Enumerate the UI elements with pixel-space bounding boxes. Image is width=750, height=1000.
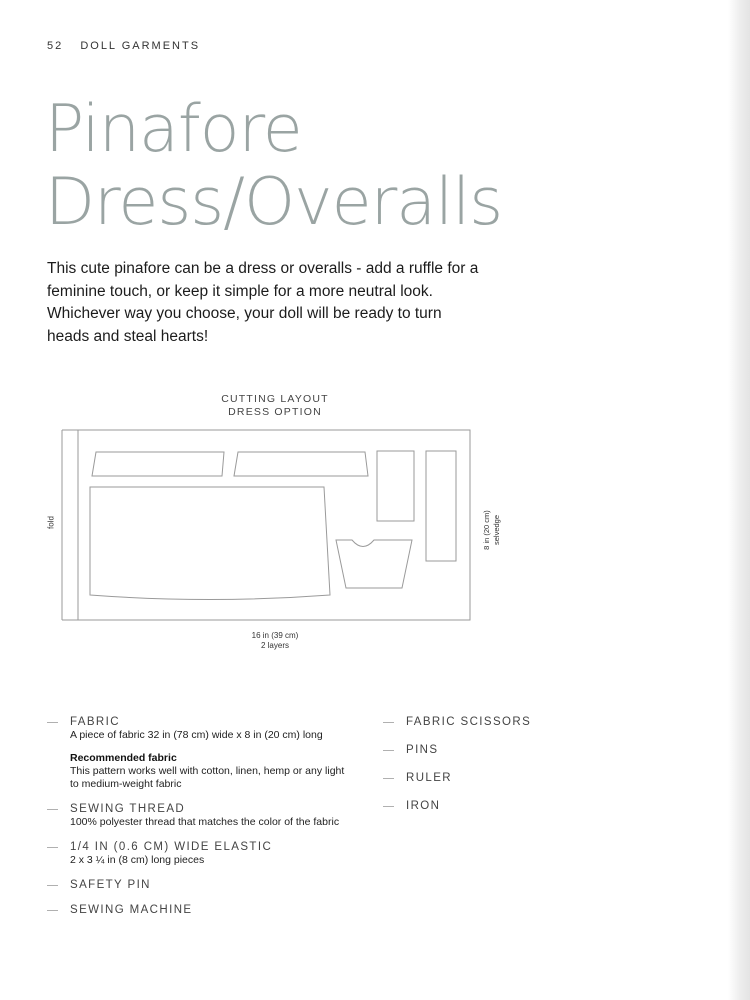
layers-text: 2 layers — [260, 641, 289, 650]
supplies-list-left — [47, 715, 347, 928]
supply-item-safety-pin — [47, 878, 347, 892]
supply-name: RULER — [406, 772, 452, 784]
pattern-piece-side-strip — [426, 451, 456, 561]
fold-label: fold — [46, 516, 56, 529]
supply-item-fabric — [47, 715, 347, 791]
width-label — [215, 631, 335, 651]
supply-item-sewing-thread — [47, 802, 347, 829]
dash-marker — [383, 778, 394, 779]
supply-name: SEWING THREAD — [70, 803, 186, 815]
page-title-line-1: Pinafore — [45, 92, 302, 167]
pattern-piece-bodice — [336, 540, 412, 588]
page-number: 52 — [47, 40, 64, 52]
recommended-fabric-heading: Recommended fabric — [70, 752, 177, 764]
cutting-layout-diagram — [40, 420, 480, 630]
supply-item-fabric-scissors — [383, 715, 583, 729]
dash-marker — [47, 809, 58, 810]
cutting-layout-caption-line-1: CUTTING LAYOUT — [221, 393, 329, 405]
cutting-layout-caption-line-2: DRESS OPTION — [228, 406, 322, 418]
dash-marker — [47, 885, 58, 886]
pattern-piece-waistband-2 — [234, 452, 368, 476]
cutting-layout-caption — [175, 393, 375, 419]
running-head — [47, 40, 200, 52]
pattern-piece-skirt — [90, 487, 330, 600]
dash-marker — [383, 750, 394, 751]
supply-item-ruler — [383, 771, 583, 785]
dash-marker — [383, 722, 394, 723]
width-dimension: 16 in (39 cm) — [251, 631, 299, 640]
recommended-fabric-description: This pattern works well with cotton, linen, hemp or any light to medium-weight fabric — [70, 765, 345, 790]
supply-item-sewing-machine — [47, 903, 347, 917]
pattern-piece-waistband-1 — [92, 452, 224, 476]
supplies-list-right — [383, 715, 583, 827]
dash-marker — [383, 806, 394, 807]
dash-marker — [47, 722, 58, 723]
dash-marker — [47, 910, 58, 911]
supply-name: FABRIC SCISSORS — [406, 716, 532, 728]
intro-paragraph: This cute pinafore can be a dress or overalls - add a ruffle for a feminine touch, or keep it simple for a more neutral look. Whichever way you choose, your doll will be ready to turn heads and steal hearts! — [47, 260, 479, 345]
page-title-line-2: Dress/Overalls — [45, 165, 503, 240]
section-name: DOLL GARMENTS — [80, 40, 201, 52]
supply-description: A piece of fabric 32 in (78 cm) wide x 8 in (20 cm) long — [70, 729, 323, 741]
supply-name: SAFETY PIN — [70, 879, 151, 891]
supply-item-elastic — [47, 840, 347, 867]
fabric-outline — [78, 430, 470, 620]
supply-name: IRON — [406, 800, 441, 812]
supply-description: 100% polyester thread that matches the color of the fabric — [70, 816, 340, 828]
supply-name: 1/4 IN (0.6 CM) WIDE ELASTIC — [70, 841, 273, 853]
selvedge-dimension: 8 in (20 cm) — [482, 510, 491, 550]
pattern-piece-strap — [377, 451, 414, 521]
selvedge-label — [482, 500, 502, 560]
supply-item-iron — [383, 799, 583, 813]
page-edge-shadow — [728, 0, 750, 1000]
supply-name: SEWING MACHINE — [70, 904, 193, 916]
supply-description: 2 x 3 ¼ in (8 cm) long pieces — [70, 854, 205, 866]
supply-name: FABRIC — [70, 716, 120, 728]
supply-item-pins — [383, 743, 583, 757]
selvedge-text: selvedge — [492, 514, 501, 546]
page-title — [45, 93, 502, 239]
supply-name: PINS — [406, 744, 439, 756]
dash-marker — [47, 847, 58, 848]
